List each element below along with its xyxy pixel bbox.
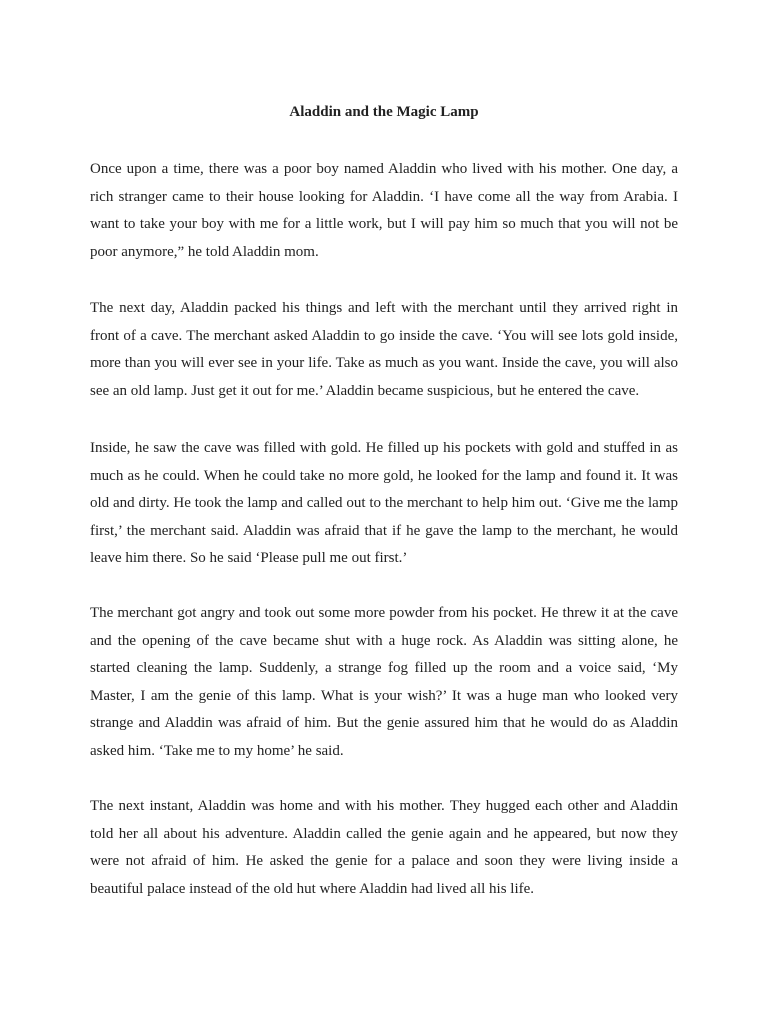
- paragraph-4: The merchant got angry and took out some more powder from his pocket. He threw it at the cave and the opening of the cave became shut with a huge rock. As Aladdin was sitting alone, he started cleaning the lamp. Suddenly, a strange fog filled up the room and a voice said, ‘My Master, I am the genie of this lamp. What is your wish?’ It was a huge man who looked very strange and Aladdin was afraid of him. But the genie assured him that he would do as Aladdin asked him. ‘Take me to my home’ he said.: [90, 605, 678, 759]
- paragraph-3: Inside, he saw the cave was filled with gold. He filled up his pockets with gold and stuffed in as much as he could. When he could take no more gold, he looked for the lamp and found it. It was old and dirty. He took the lamp and called out to the merchant to help him out. ‘Give me the lamp first,’ the merchant said. Aladdin was afraid that if he gave the lamp to the merchant, he would leave him there. So he said ‘Please pull me out first.’: [90, 440, 678, 566]
- paragraph-5: The next instant, Aladdin was home and with his mother. They hugged each other and Aladdin told her all about his adventure. Aladdin called the genie again and he appeared, but now they were not afraid of him. He asked the genie for a palace and soon they were living inside a beautiful palace instead of the old hut where Aladdin had lived all his life.: [90, 798, 678, 897]
- document-title: Aladdin and the Magic Lamp: [289, 104, 479, 120]
- paragraph-2: The next day, Aladdin packed his things and left with the merchant until they arrived right in front of a cave. The merchant asked Aladdin to go inside the cave. ‘You will see lots gold inside, more than you will ever see in your life. Take as much as you want. Inside the cave, you will also see an old lamp. Just get it out for me.’ Aladdin became suspicious, but he entered the cave.: [90, 300, 678, 399]
- paragraph-1: Once upon a time, there was a poor boy named Aladdin who lived with his mother. One day, a rich stranger came to their house looking for Aladdin. ‘I have come all the way from Arabia. I want to take your boy with me for a little work, but I will pay him so much that you will not be poor anymore,” he told Aladdin mom.: [90, 161, 678, 260]
